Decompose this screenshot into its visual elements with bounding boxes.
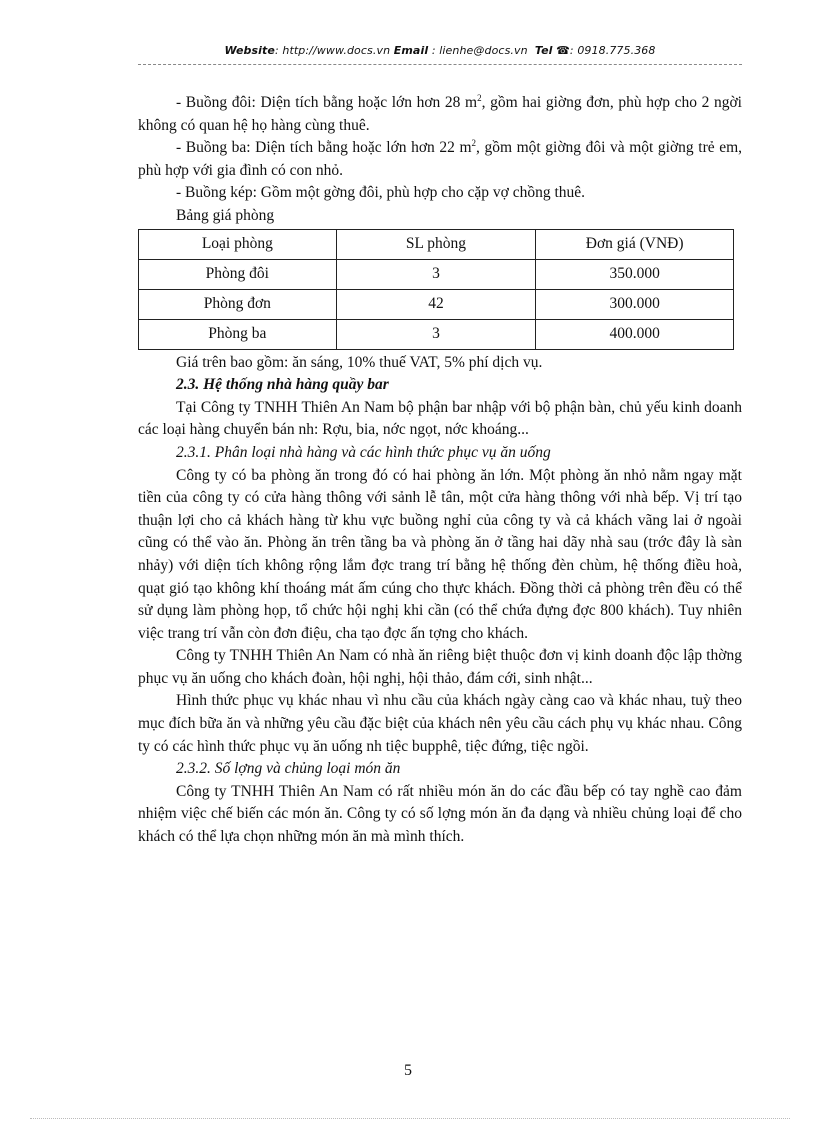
table-cell: 400.000: [536, 319, 734, 349]
website-value: : http://www.docs.vn: [274, 44, 391, 57]
superscript: 2: [477, 92, 482, 103]
paragraph-dishes: Công ty TNHH Thiên An Nam có rất nhiều món ăn do các đầu bếp có tay nghề cao đảm nhiệm việc chế biến các món ăn. Công ty có số lợng món ăn đa dạng và nhiều chủng loại để cho khách có thể lựa chọn những món ăn mà mình thích.: [138, 782, 742, 846]
paragraph-triple-room: - Buồng ba: Diện tích bằng hoặc lớn hơn 22 $m^2$, gồm một giờng đôi và một giờng trẻ em, phù hợp với gia đình có con nhỏ.: [138, 138, 742, 179]
paragraph-bar-intro: Tại Công ty TNHH Thiên An Nam bộ phận bar nhập với bộ phận bàn, chủ yếu kinh doanh các loại hàng chuyển bán nh: Rợu, bia, nớc ngọt, nớc khoáng...: [138, 398, 742, 439]
page-header: [138, 44, 742, 57]
section-heading-2-3: 2.3. Hệ thống nhà hàng quầy bar: [176, 376, 389, 394]
paragraph-service-forms: Hình thức phục vụ khác nhau vì nhu cầu của khách ngày càng cao và khác nhau, tuỳ theo mục đích bữa ăn và những yêu cầu đặc biệt của khách nên yêu cầu cách phụ vụ khác nhau. Công ty có các hình thức phục vụ ăn uống nh tiệc bupphê, tiệc đứng, tiệc ngồi.: [138, 692, 742, 755]
tel-value: ☎: 0918.775.368: [556, 44, 656, 57]
paragraph-dining-rooms: Công ty có ba phòng ăn trong đó có hai phòng ăn lớn. Một phòng ăn nhỏ nằm ngay mặt tiền của công ty có cửa hàng thông với sảnh lễ tân, một cửa hàng thông với nhà bếp. Vị trí tạo thuận lợi cho cả khách hàng từ khu vực buồng nghỉ của công ty và cả khách vãng lai ở ngoài cũng có thể vào ăn. Phòng ăn trên tầng ba và phòng ăn ở tầng hai dãy nhà sau (trớc đây là sàn nhảy) với diện tích không rộng lắm đợc trang trí bằng hệ thống đèn chùm, hệ thống điều hoà, quạt gió tạo không khí thoáng mát ấm cúng cho thực khách. Đồng thời cả phòng trên đều có thể sử dụng làm phòng họp, tổ chức hội nghị khi cần (có thể chứa đựng đợc 800 khách). Tuy nhiên việc trang trí vẫn còn đơn điệu, cha tạo đợc ấn tợng cho khách.: [138, 466, 742, 642]
header-divider: [138, 64, 742, 65]
paragraph-twin-room: - Buồng kép: Gồm một gờng đôi, phù hợp cho cặp vợ chồng thuê.: [176, 184, 586, 202]
table-cell: Phòng ba: [139, 319, 337, 349]
price-table: [138, 229, 734, 350]
table-row: [139, 319, 734, 349]
table-cell: Phòng đơn: [139, 289, 337, 319]
table-cell: Phòng đôi: [139, 259, 337, 289]
price-note: Giá trên bao gồm: ăn sáng, 10% thuế VAT, 5% phí dịch vụ.: [176, 353, 543, 371]
table-cell: 3: [336, 319, 536, 349]
table-header-row: [139, 229, 734, 259]
table-cell: 3: [336, 259, 536, 289]
table-cell: 300.000: [536, 289, 734, 319]
superscript: 2: [471, 138, 477, 149]
section-heading-2-3-2: 2.3.2. Số lợng và chủng loại món ăn: [176, 760, 401, 778]
table-header-cell: SL phòng: [336, 229, 536, 259]
table-row: [139, 289, 734, 319]
price-table-title: Bảng giá phòng: [176, 206, 275, 224]
tel-label: Tel: [534, 44, 553, 57]
page-number: 5: [404, 1062, 412, 1079]
footer-divider: [30, 1118, 790, 1119]
document-body: [138, 92, 742, 849]
paragraph-separate-dining: Công ty TNHH Thiên An Nam có nhà ăn riêng biệt thuộc đơn vị kinh doanh độc lập thờng phục vụ ăn uống cho khách đoàn, hội nghị, hội thảo, đám cới, sinh nhật...: [138, 647, 742, 687]
table-header-cell: Loại phòng: [139, 229, 337, 259]
email-value: : lienhe@docs.vn: [431, 44, 528, 57]
table-cell: 350.000: [536, 259, 734, 289]
website-label: Website: [224, 44, 275, 57]
table-cell: 42: [336, 289, 536, 319]
table-row: [139, 259, 734, 289]
table-header-cell: Đơn giá (VNĐ): [536, 229, 734, 259]
paragraph-double-room: - Buồng đôi: Diện tích bằng hoặc lớn hơn 28 $m^2$, gồm hai giờng đơn, phù hợp cho 2 ngời không có quan hệ họ hàng cùng thuê.: [138, 92, 742, 134]
section-heading-2-3-1: 2.3.1. Phân loại nhà hàng và các hình thức phục vụ ăn uống: [176, 443, 551, 461]
email-label: Email: [393, 44, 429, 57]
